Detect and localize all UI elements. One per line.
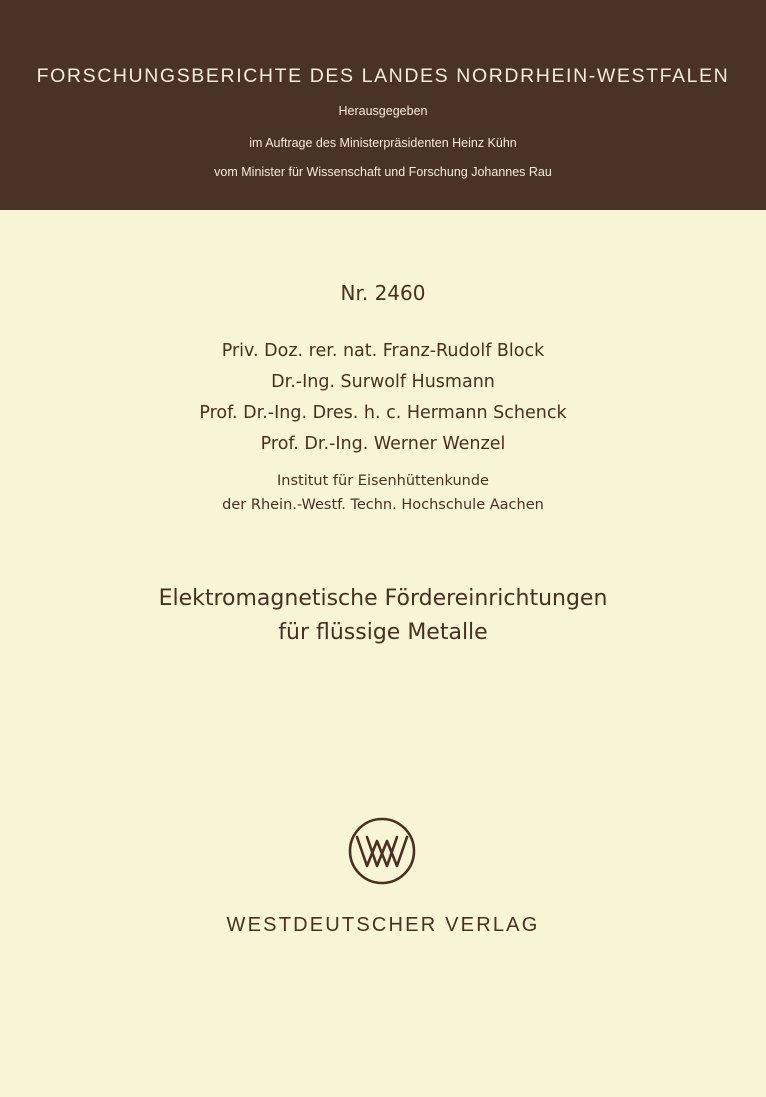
book-title-line-2: für flüssige Metalle bbox=[278, 620, 488, 645]
cover-header-band bbox=[0, 0, 766, 210]
author-3: Prof. Dr.-Ing. Dres. h. c. Hermann Schenck bbox=[199, 403, 567, 423]
institute-line-2: der Rhein.-Westf. Techn. Hochschule Aachen bbox=[222, 497, 544, 513]
book-title-line-1: Elektromagnetische Fördereinrichtungen bbox=[158, 586, 608, 611]
series-title: FORSCHUNGSBERICHTE DES LANDES NORDRHEIN-WESTFALEN bbox=[36, 65, 730, 87]
header-minister-line: vom Minister für Wissenschaft und Forschung Johannes Rau bbox=[214, 165, 552, 179]
institute-line-1: Institut für Eisenhüttenkunde bbox=[277, 473, 489, 489]
report-number: Nr. 2460 bbox=[340, 281, 426, 305]
author-2: Dr.-Ing. Surwolf Husmann bbox=[271, 372, 495, 392]
header-commission-line: im Auftrage des Ministerpräsidenten Heinz Kühn bbox=[249, 136, 517, 150]
author-4: Prof. Dr.-Ing. Werner Wenzel bbox=[260, 434, 506, 454]
author-1: Priv. Doz. rer. nat. Franz-Rudolf Block bbox=[221, 341, 545, 361]
publisher-name: WESTDEUTSCHER VERLAG bbox=[226, 914, 540, 936]
publisher-logo-icon bbox=[347, 816, 417, 886]
header-editor-line: Herausgegeben bbox=[338, 104, 428, 118]
